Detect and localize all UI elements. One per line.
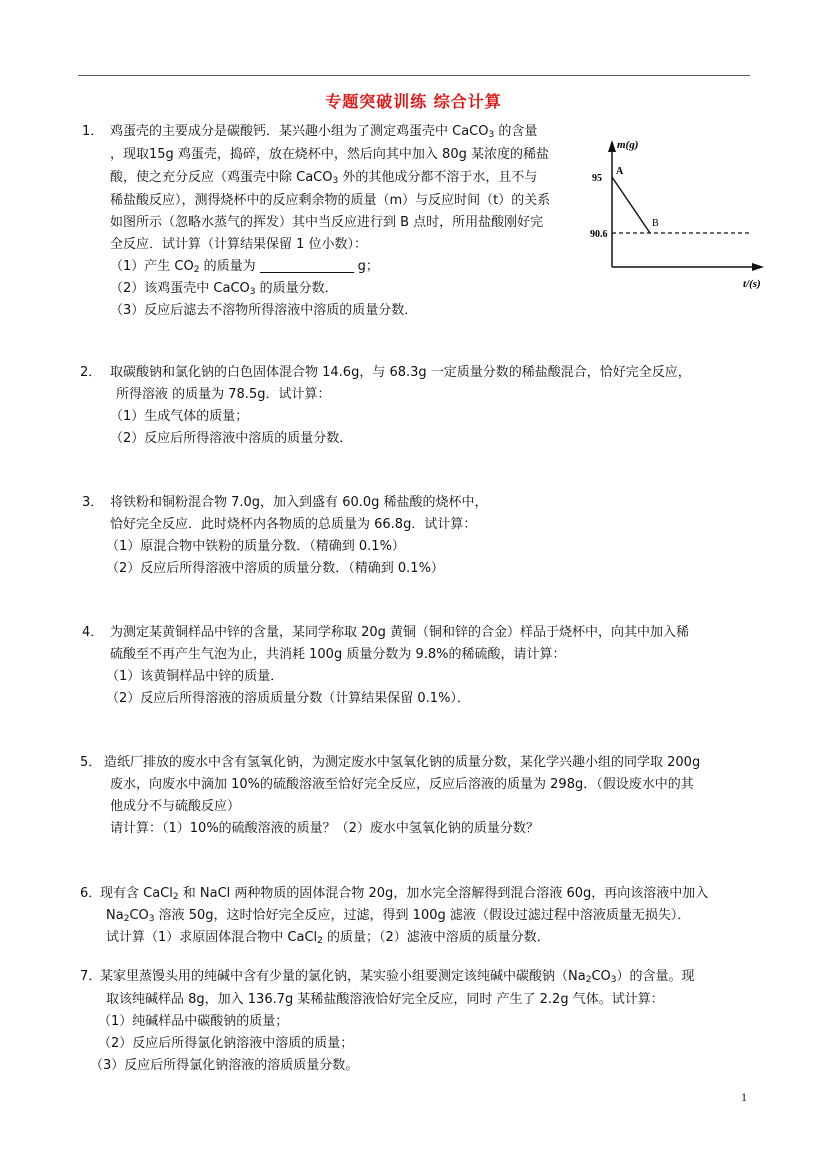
question-line: 酸，使之充分反应（鸡蛋壳中除 CaCO$_3$ 外的其他成分都不溶于水，且不与: [110, 170, 538, 186]
data-line-segment: [612, 177, 650, 233]
page-number: 1: [741, 1090, 747, 1104]
sub-question: （1）原混合物中铁粉的质量分数．（精确到 0.1%）: [106, 539, 405, 554]
question-line: 试计算（1）求原固体混合物中 CaCl$_2$ 的质量；（2）滤液中溶质的质量分数．: [106, 930, 550, 946]
y-tick-label: 90.6: [590, 229, 608, 240]
sub-question: （2）反应后所得溶液的溶质质量分数（计算结果保留 0.1%）．: [106, 691, 470, 706]
question-number: 1．: [82, 124, 104, 139]
question-line: 请计算：（1）10%的硫酸溶液的质量？（2）废水中氢氧化钠的质量分数？: [110, 821, 539, 836]
question-line: 为测定某黄铜样品中锌的含量，某同学称取 20g 黄铜（铜和锌的合金）样品于烧杯中，向其中加入稀: [110, 625, 690, 640]
question-line: 所得溶液 的质量为 78.5g．试计算：: [116, 387, 331, 402]
question-line: 他成分不与硫酸反应）: [110, 799, 241, 814]
sub-question: （3）反应后滤去不溶物所得溶液中溶质的质量分数．: [110, 303, 418, 318]
question-line: 取该纯碱样品 8g，加入 136.7g 某稀盐酸溶液恰好完全反应，同时 产生了 2.2g 气体。试计算：: [106, 992, 664, 1007]
question-number: 5．: [80, 755, 102, 770]
x-axis-arrow: [752, 263, 764, 271]
sub-question: （2）该鸡蛋壳中 CaCO$_3$ 的质量分数．: [110, 281, 338, 297]
question-line: 鸡蛋壳的主要成分是碳酸钙．某兴趣小组为了测定鸡蛋壳中 CaCO$_3$ 的含量: [110, 124, 538, 140]
sub-question: （1）生成气体的质量；: [110, 409, 249, 424]
sub-question: （1）该黄铜样品中锌的质量．: [106, 669, 284, 684]
question-number: 6．: [80, 886, 102, 901]
sub-question: （1）产生 $CO_2$ 的质量为 g；: [110, 259, 379, 275]
sub-question: （2）反应后所得氯化钠溶液中溶质的质量；: [98, 1036, 354, 1051]
sub-question: （3）反应后所得氯化钠溶液的溶质质量分数。: [90, 1058, 359, 1073]
y-tick-label: 95: [592, 173, 602, 184]
header-rule: [78, 75, 750, 76]
x-axis-label: t/(s): [743, 278, 761, 290]
question-line: 将铁粉和铜粉混合物 7.0g，加入到盛有 60.0g 稀盐酸的烧杯中，: [110, 495, 488, 510]
answer-blank[interactable]: [260, 259, 354, 273]
question-line: 全反应．试计算（计算结果保留 1 位小数）：: [110, 237, 368, 252]
sub-question: （1）纯碱样品中碳酸钠的质量；: [98, 1014, 289, 1029]
page-title: 专题突破训练 综合计算: [325, 92, 502, 111]
y-axis-label: m(g): [617, 139, 639, 151]
question-number: 4．: [82, 625, 104, 640]
mass-time-chart: [588, 130, 768, 305]
sub-question: （2）反应后所得溶液中溶质的质量分数．: [110, 431, 353, 446]
question-number: 3．: [82, 495, 104, 510]
point-label-a: A: [616, 166, 624, 177]
question-line: 取碳酸钠和氯化钠的白色固体混合物 14.6g，与 68.3g 一定质量分数的稀盐酸混合，恰好完全反应，: [110, 365, 691, 380]
sub-question: （2）反应后所得溶液中溶质的质量分数．（精确到 0.1%）: [106, 561, 444, 576]
question-number: 7．: [80, 969, 102, 984]
question-line: ，现取15g 鸡蛋壳，捣碎，放在烧杯中，然后向其中加入 80g 某浓度的稀盐: [110, 147, 549, 162]
question-line: 稀盐酸反应），测得烧杯中的反应剩余物的质量（m）与反应时间（t）的关系: [110, 193, 551, 208]
question-line: 硫酸至不再产生气泡为止，共消耗 100g 质量分数为 9.8%的稀硫酸，请计算：: [110, 647, 566, 662]
question-line: 废水，向废水中滴加 10%的硫酸溶液至恰好完全反应，反应后溶液的质量为 298g．（假设废水中的其: [110, 777, 694, 792]
question-line: 现有含 CaCl$_2$ 和 NaCl 两种物质的固体混合物 20g，加水完全溶解得到混合溶液 60g，再向该溶液中加入: [100, 886, 709, 902]
question-line: 恰好完全反应．此时烧杯内各物质的总质量为 66.8g．试计算：: [110, 517, 477, 532]
point-label-b: B: [652, 218, 659, 229]
question-line: 某家里蒸馒头用的纯碱中含有少量的氯化钠，某实验小组要测定该纯碱中碳酸钠$(Na_2CO_3)$的含量。现: [100, 969, 695, 985]
question-line: $Na_2CO_3$ 溶液 50g，这时恰好完全反应，过滤，得到 100g 滤液（假设过滤过程中溶液质量无损失）．: [106, 908, 691, 924]
question-line: 造纸厂排放的废水中含有氢氧化钠，为测定废水中氢氧化钠的质量分数，某化学兴趣小组的同学取 200g: [104, 755, 701, 770]
question-line: 如图所示（忽略水蒸气的挥发）其中当反应进行到 B 点时，所用盐酸刚好完: [110, 215, 544, 230]
y-axis-arrow: [608, 140, 616, 152]
question-number: 2．: [80, 365, 102, 380]
